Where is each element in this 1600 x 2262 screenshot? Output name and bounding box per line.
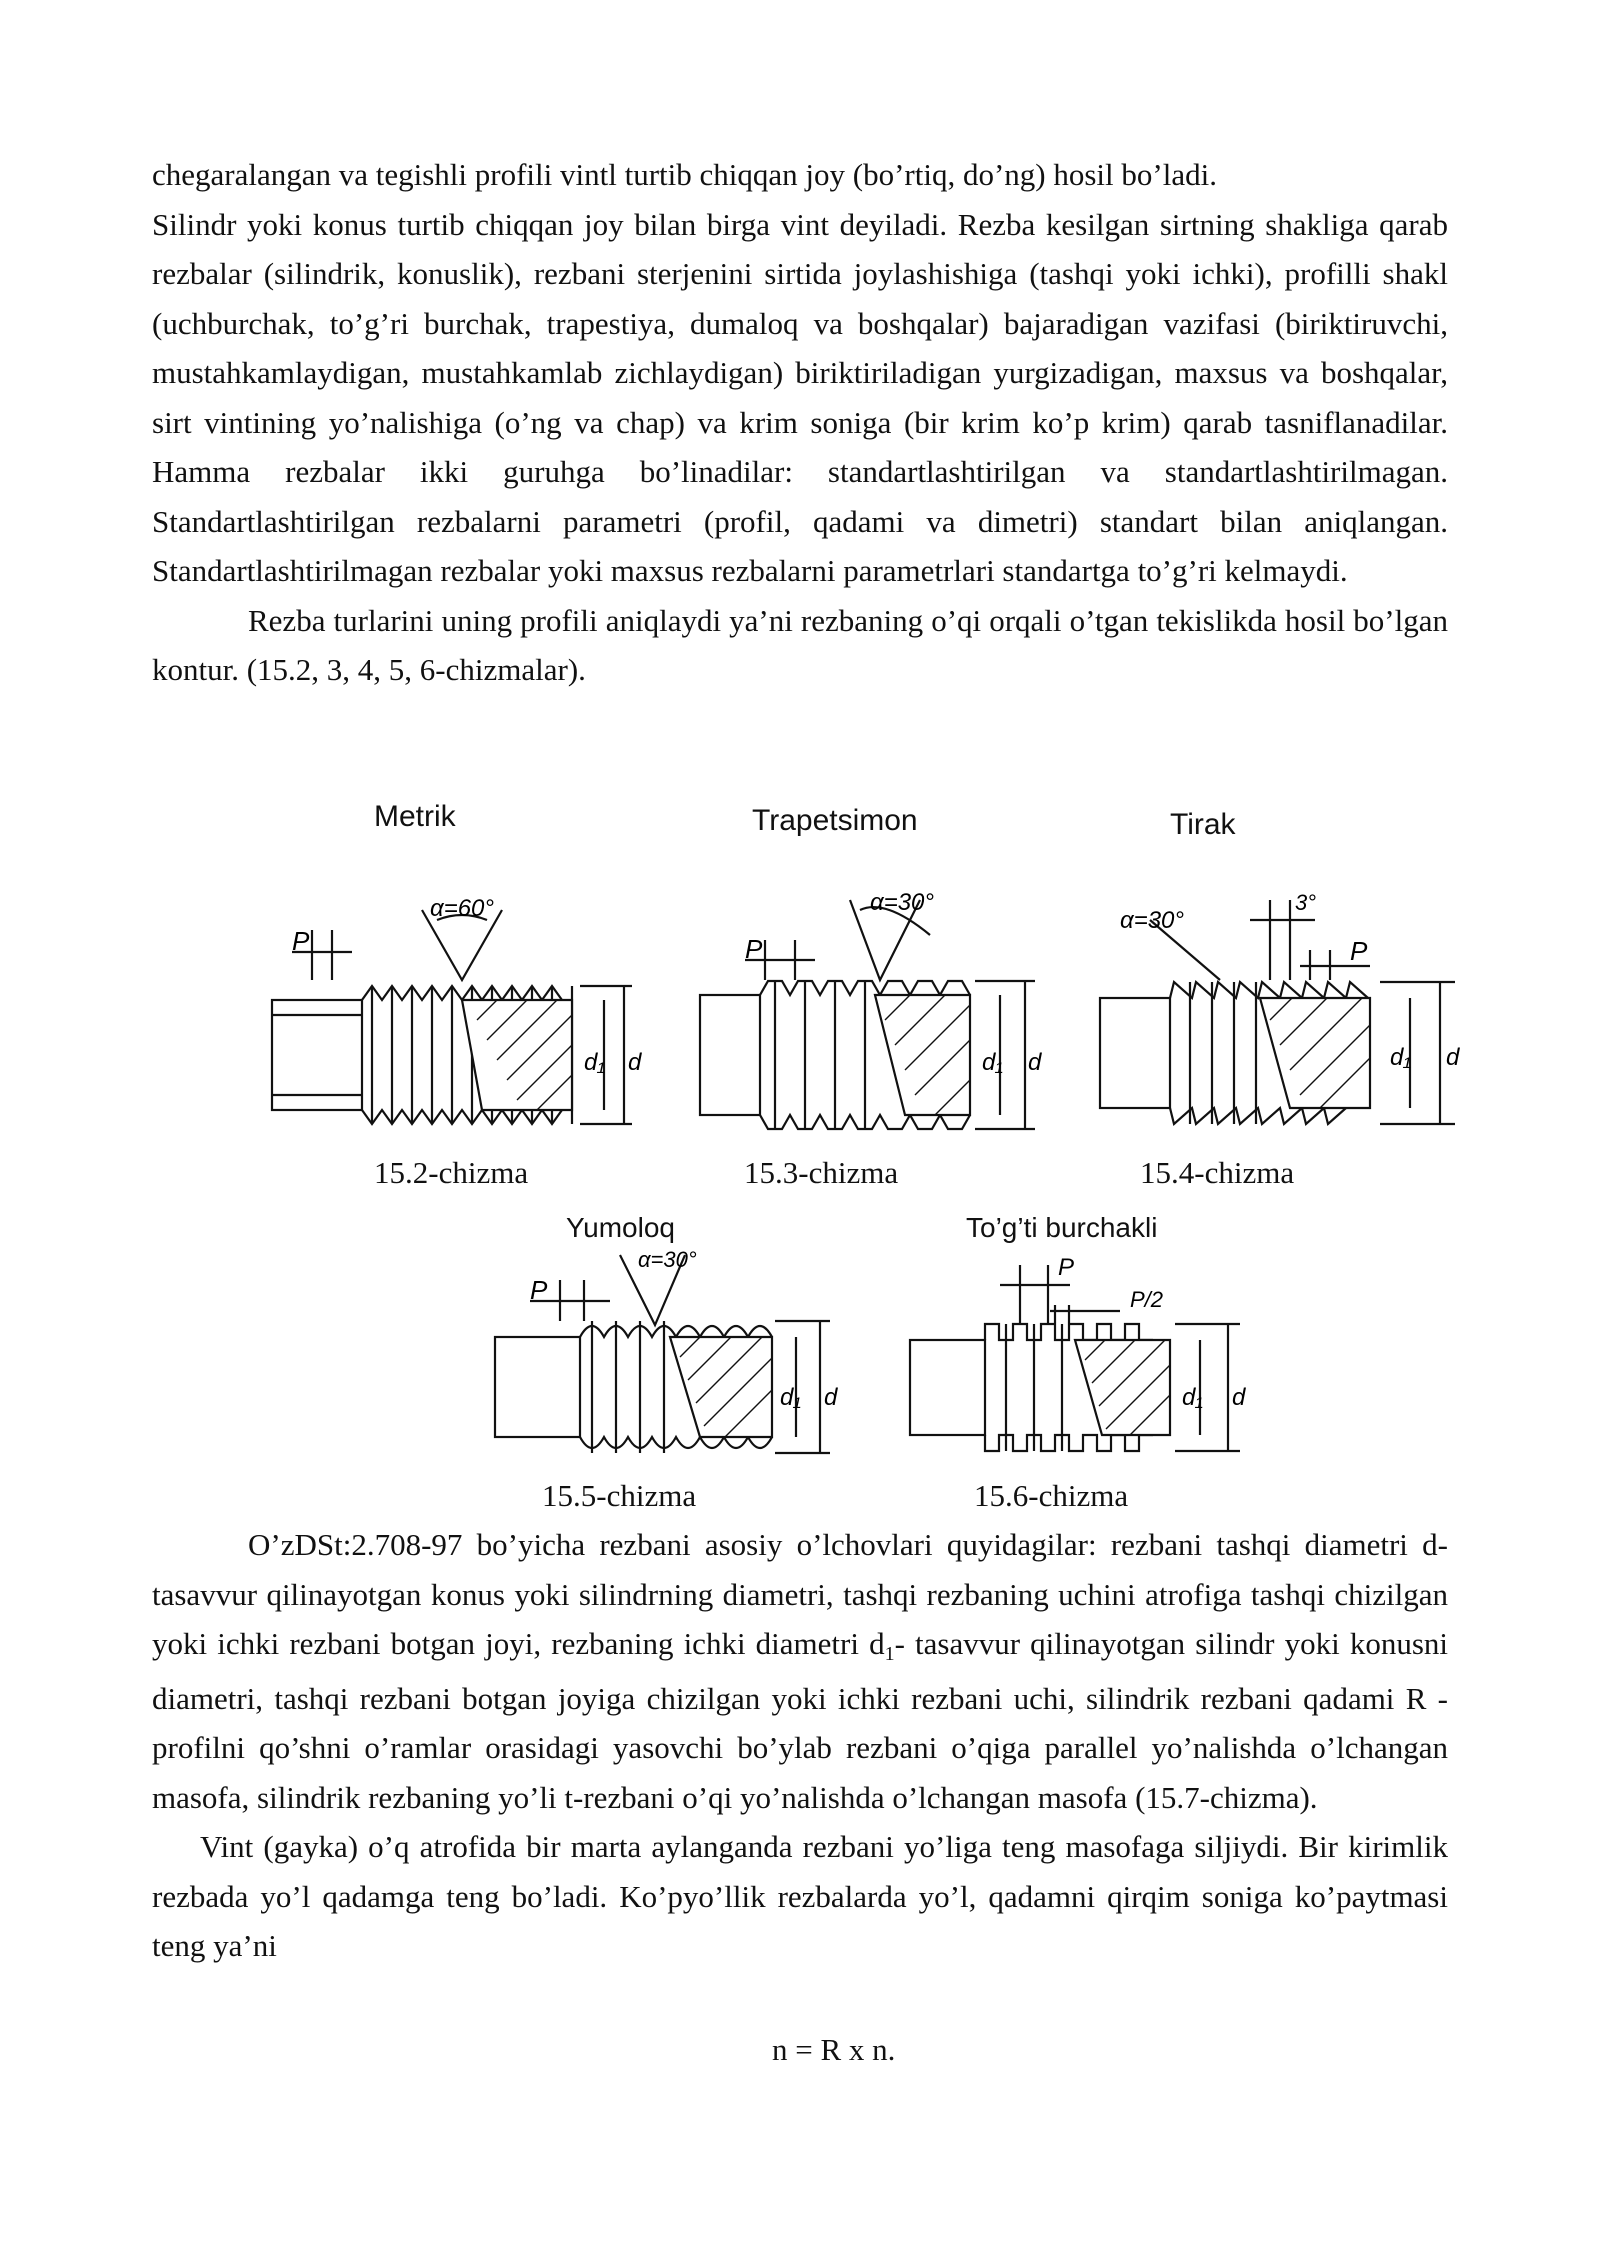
pitch-label: P	[1058, 1254, 1075, 1281]
caption-15-2: 15.2-chizma	[374, 1155, 529, 1190]
inner-diameter-label: d₁	[982, 1049, 1003, 1076]
paragraph-3: Rezba turlarini uning profili aniqlaydi ya’ni rezbaning o’qi orqali o’tgan tekislikda hosil bo’lgan kontur. (15.2, 3, 4, 5, 6-chizmalar).	[152, 602, 1448, 687]
figure-title-togri-burchakli: To’g’ti burchakli	[966, 1212, 1158, 1243]
paragraph-4-part-a: O’zDSt:2.708-97 bo’yicha rezbani asosiy o’lchovlari quyidagilar: rezbani tashqi diametri d-tasavvur qilinayotgan konus yoki silindrning diametri, tashqi rezbaning uchini atrofiga tashqi chizilgan yoki ichki rezbani botgan joyi, rezbaning ichki diametri d	[152, 1527, 1448, 1661]
thread-diagram-yumoloq	[470, 1245, 840, 1460]
thread-diagram-trapetsimon	[690, 880, 1040, 1140]
paragraph-2: Silindr yoki konus turtib chiqqan joy bilan birga vint deyiladi. Rezba kesilgan sirtning shakliga qarab rezbalar (silindrik, konuslik), rezbani sterjenini sirtida joylashishiga (tashqi yoki ichki), profilli shakl (uchburchak, to’g’ri burchak, trapestiya, dumaloq va boshqalar) bajaradigan vazifasi (biriktiruvchi, mustahkamlaydigan, mustahkamlab zichlaydigan) biriktiriladigan yurgizadigan, maxsus va boshqalar, sirt vintining yo’nalishiga (o’ng va chap) va krim soniga (bir krim ko’p krim) qarab tasniflanadilar. Hamma rezbalar ikki guruhga bo’linadilar: standartlashtirilgan va standartlashtirilmagan. Standartlashtirilgan rezbalarni parametri (profil, qadami va dimetri) standart bilan aniqlangan. Standartlashtirilmagan rezbalar yoki maxsus rezbalarni parametrlari standartga to’g’ri kelmaydi.	[152, 206, 1448, 588]
angle-label: α=30°	[870, 889, 934, 916]
thread-diagram-metrik	[262, 880, 642, 1140]
outer-diameter-label: d	[824, 1384, 838, 1411]
inner-diameter-label: d₁	[780, 1384, 801, 1411]
outer-diameter-label: d	[1232, 1384, 1246, 1411]
document-body-lower	[152, 1520, 1448, 1971]
inner-diameter-label: d₁	[584, 1049, 605, 1076]
angle-3deg-label: 3°	[1295, 890, 1317, 915]
angle-label: α=60°	[430, 895, 494, 922]
outer-diameter-label: d	[1028, 1049, 1042, 1076]
pitch-label: P	[530, 1275, 548, 1305]
half-pitch-label: P/2	[1130, 1287, 1164, 1312]
subscript-1: 1	[884, 1643, 895, 1665]
paragraph-1: chegaralangan va tegishli profili vintl turtib chiqqan joy (bo’rtiq, do’ng) hosil bo’ladi.	[152, 157, 1217, 192]
figure-title-trapetsimon: Trapetsimon	[752, 804, 918, 837]
paragraph-4-part-b: - tasavvur qilinayotgan silindr yoki konusni diametri, tashqi rezbani botgan joyiga chizilgan yoki ichki rezbani uchi, silindrik rezbani qadami R -profilni qo’shni o’ramlar orasidagi yasovchi bo’ylab rezbani o’qiga parallel yo’nalishda o’lchangan masofa, silindrik rezbaning yo’li t-rezbani o’qi yo’nalishda o’lchangan masofa (15.7-chizma).	[152, 1626, 1449, 1815]
figure-title-metrik: Metrik	[374, 800, 456, 833]
thread-diagram-tirak	[1090, 880, 1460, 1140]
inner-diameter-label: d₁	[1182, 1384, 1203, 1411]
outer-diameter-label: d	[1446, 1044, 1460, 1071]
figure-title-tirak: Tirak	[1170, 808, 1236, 841]
formula: n = R x n.	[772, 2032, 896, 2067]
caption-15-4: 15.4-chizma	[1140, 1155, 1295, 1190]
caption-15-3: 15.3-chizma	[744, 1155, 899, 1190]
inner-diameter-label: d₁	[1390, 1044, 1411, 1071]
caption-15-5: 15.5-chizma	[542, 1478, 697, 1513]
pitch-label: P	[1350, 936, 1368, 966]
pitch-label: P	[745, 934, 763, 964]
paragraph-5: Vint (gayka) o’q atrofida bir marta aylanganda rezbani yo’liga teng masofaga siljiydi. Bir kirimlik rezbada yo’l qadamga teng bo’ladi. Ko’pyo’llik rezbalarda yo’l, qadamni qirqim soniga ko’paytmasi teng ya’ni	[152, 1829, 1448, 1963]
paragraph-4	[152, 1520, 1448, 1822]
figure-title-yumoloq: Yumoloq	[566, 1212, 675, 1243]
document-body	[152, 150, 1448, 695]
thread-diagram-togri-burchakli	[880, 1245, 1250, 1460]
caption-15-6: 15.6-chizma	[974, 1478, 1129, 1513]
outer-diameter-label: d	[628, 1049, 642, 1076]
pitch-label: P	[292, 926, 310, 956]
angle-label: α=30°	[638, 1247, 697, 1272]
angle-label: α=30°	[1120, 907, 1184, 934]
